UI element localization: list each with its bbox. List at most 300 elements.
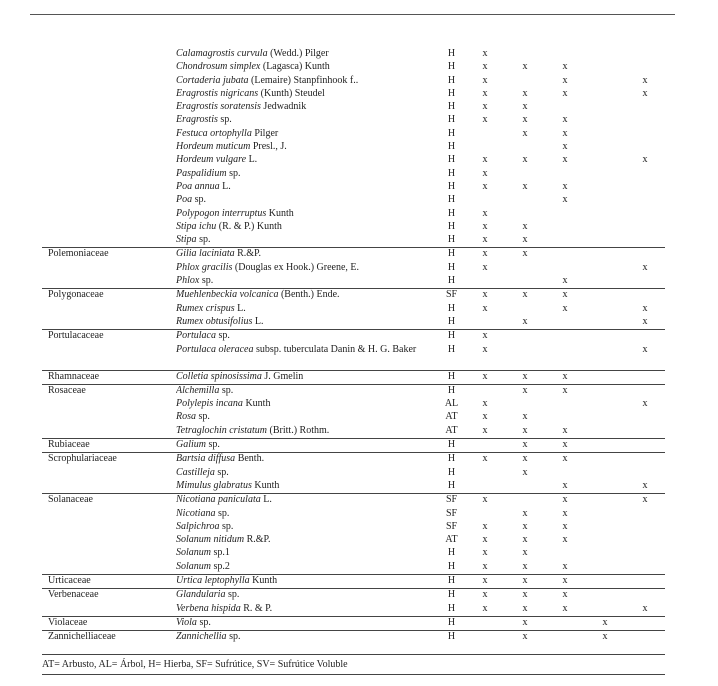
family-cell <box>42 316 176 330</box>
family-cell <box>42 508 176 521</box>
species-author: Benth. <box>235 453 265 465</box>
species-name: Muehlenbeckia volcanica <box>176 289 279 301</box>
species-name: Rosa <box>176 411 196 423</box>
habit-cell: H <box>447 602 456 614</box>
presence-mark: x <box>545 589 585 603</box>
presence-mark: x <box>465 453 505 467</box>
species-name: Tetraglochin cristatum <box>176 424 268 436</box>
presence-mark: x <box>482 87 488 99</box>
species-author: sp. <box>226 167 241 179</box>
presence-mark <box>585 289 625 303</box>
family-cell: Rubiaceae <box>42 439 176 453</box>
presence-mark <box>465 384 505 398</box>
presence-mark <box>625 589 665 603</box>
presence-mark: x <box>522 114 528 126</box>
presence-mark <box>465 141 505 154</box>
table-row <box>42 330 665 344</box>
species-table <box>42 48 665 644</box>
presence-mark: x <box>642 398 648 410</box>
species-cell <box>176 603 438 617</box>
presence-mark: x <box>522 520 528 532</box>
species-cell <box>176 208 438 221</box>
presence-mark: x <box>545 439 585 453</box>
species-author: R.&P. <box>234 248 262 260</box>
presence-mark: x <box>482 560 488 572</box>
presence-mark: x <box>505 453 545 467</box>
family-cell <box>42 275 176 289</box>
species-author: (Lagasca) Kunth <box>260 61 330 73</box>
presence-mark: x <box>562 479 568 491</box>
species-cell <box>176 508 438 521</box>
species-author: L. <box>252 315 264 327</box>
presence-mark: x <box>505 631 545 645</box>
habit-cell: H <box>447 74 456 86</box>
family-cell <box>42 521 176 534</box>
presence-mark <box>625 425 665 439</box>
species-name: Festuca ortophylla <box>176 127 252 139</box>
habit-cell: H <box>447 466 456 478</box>
presence-mark: x <box>482 48 488 59</box>
species-author: sp. <box>199 275 214 287</box>
presence-mark: x <box>465 289 505 303</box>
presence-mark: x <box>505 574 545 588</box>
presence-mark <box>585 88 625 101</box>
presence-mark: x <box>465 494 505 508</box>
species-name: Gilia laciniata <box>176 248 235 260</box>
species-name: Hordeum vulgare <box>176 154 247 166</box>
presence-mark: x <box>465 574 505 588</box>
species-name: Polypogon interruptus <box>176 207 267 219</box>
species-cell <box>176 411 438 424</box>
species-cell <box>176 168 438 181</box>
habit-cell: AT <box>445 424 458 436</box>
presence-mark <box>625 128 665 141</box>
species-cell <box>176 370 438 384</box>
presence-mark <box>505 344 545 371</box>
presence-mark: x <box>562 560 568 572</box>
presence-mark <box>505 194 545 207</box>
presence-mark <box>465 275 505 289</box>
presence-mark <box>465 439 505 453</box>
species-author: Pilger <box>251 127 279 139</box>
presence-mark <box>585 275 625 289</box>
presence-mark <box>465 616 505 630</box>
habit-cell: H <box>438 589 465 603</box>
species-cell <box>176 467 438 480</box>
table-row <box>42 425 665 439</box>
family-cell <box>42 75 176 88</box>
species-name: Mimulus glabratus <box>176 479 252 491</box>
species-name: Castilleja <box>176 466 215 478</box>
presence-mark: x <box>562 534 568 546</box>
table-row <box>42 547 665 560</box>
presence-mark <box>465 316 505 330</box>
species-name: Hordeum muticum <box>176 141 251 153</box>
species-author: (Britt.) Rothm. <box>267 424 330 436</box>
presence-mark <box>585 494 625 508</box>
family-cell: Solanaceae <box>42 494 176 508</box>
habit-cell: H <box>447 167 456 179</box>
table-row <box>42 453 665 467</box>
presence-mark: x <box>642 343 648 355</box>
family-cell <box>42 101 176 114</box>
presence-mark <box>625 631 665 645</box>
presence-mark: x <box>522 61 528 73</box>
presence-mark <box>585 384 625 398</box>
family-cell: Urticaceae <box>42 574 176 588</box>
table-row <box>42 589 665 603</box>
presence-mark <box>585 234 625 248</box>
presence-mark <box>625 521 665 534</box>
species-cell <box>176 589 438 603</box>
table-row <box>42 168 665 181</box>
presence-mark <box>585 521 625 534</box>
species-author: R. & P. <box>240 602 273 614</box>
species-cell <box>176 262 438 275</box>
species-name: Eragrostis nigricans <box>176 87 259 99</box>
presence-mark: x <box>522 315 528 327</box>
presence-mark <box>465 631 505 645</box>
presence-mark <box>585 181 625 194</box>
presence-mark <box>585 208 625 221</box>
habit-cell: H <box>438 574 465 588</box>
species-name: Portulaca oleracea <box>176 343 254 355</box>
table-row <box>42 61 665 74</box>
species-name: Stipa <box>176 234 197 246</box>
presence-mark <box>545 221 585 234</box>
presence-mark <box>545 398 585 411</box>
presence-mark: x <box>482 167 488 179</box>
family-cell <box>42 467 176 480</box>
habit-cell: SF <box>438 289 465 303</box>
presence-mark <box>625 411 665 424</box>
presence-mark: x <box>642 302 648 314</box>
species-cell <box>176 114 438 127</box>
species-author: Kunth <box>266 207 294 219</box>
presence-mark <box>585 603 625 617</box>
habit-cell: AT <box>445 534 458 546</box>
species-cell <box>176 439 438 453</box>
presence-mark <box>625 561 665 575</box>
species-name: Eragrostis soratensis <box>176 101 261 113</box>
presence-mark <box>505 262 545 275</box>
presence-mark <box>505 275 545 289</box>
presence-mark: x <box>482 547 488 559</box>
presence-mark <box>585 48 625 61</box>
table-row <box>42 194 665 207</box>
species-cell <box>176 234 438 248</box>
species-author: sp. <box>217 114 232 126</box>
presence-mark <box>465 480 505 494</box>
presence-mark <box>545 234 585 248</box>
table-row <box>42 574 665 588</box>
presence-mark <box>465 128 505 141</box>
presence-mark <box>545 467 585 480</box>
presence-mark: x <box>522 127 528 139</box>
presence-mark <box>465 467 505 480</box>
species-name: Cortaderia jubata <box>176 74 249 86</box>
family-cell: Violaceae <box>42 616 176 630</box>
species-name: Rumex obtusifolius <box>176 315 253 327</box>
family-cell <box>42 303 176 316</box>
species-author: J. Gmelin <box>261 370 304 382</box>
species-author: sp. <box>206 439 220 451</box>
presence-mark <box>585 154 625 167</box>
presence-mark <box>585 61 625 74</box>
presence-mark: x <box>482 343 488 355</box>
table-row <box>42 128 665 141</box>
presence-mark <box>585 344 625 371</box>
presence-mark: x <box>642 602 648 614</box>
presence-mark <box>585 330 625 344</box>
habit-cell: AL <box>444 398 459 410</box>
presence-mark: x <box>545 289 585 303</box>
presence-mark <box>625 275 665 289</box>
table-row <box>42 141 665 154</box>
habit-cell: H <box>438 248 465 262</box>
presence-mark <box>625 370 665 384</box>
presence-mark: x <box>482 61 488 73</box>
species-cell <box>176 275 438 289</box>
species-name: Nicotiana <box>176 507 216 519</box>
presence-mark: x <box>465 330 505 344</box>
presence-mark <box>625 48 665 61</box>
presence-mark: x <box>545 370 585 384</box>
table-row <box>42 494 665 508</box>
presence-mark: x <box>482 101 488 113</box>
species-name: Galium <box>176 439 206 451</box>
family-cell <box>42 547 176 560</box>
presence-mark <box>585 101 625 114</box>
family-cell: Polemoniaceae <box>42 248 176 262</box>
presence-mark <box>505 75 545 88</box>
presence-mark <box>625 248 665 262</box>
presence-mark: x <box>562 61 568 73</box>
habit-cell: SF <box>438 494 465 508</box>
species-author: sp. <box>192 194 207 206</box>
species-author: sp. <box>219 520 234 532</box>
presence-mark: x <box>482 207 488 219</box>
family-cell <box>42 168 176 181</box>
species-author: sp. <box>225 589 240 601</box>
presence-mark <box>625 181 665 194</box>
presence-mark: x <box>562 74 568 86</box>
species-name: Phlox <box>176 275 200 287</box>
presence-mark <box>465 194 505 207</box>
presence-mark: x <box>505 439 545 453</box>
species-cell <box>176 221 438 234</box>
species-cell <box>176 330 438 344</box>
habit-cell: H <box>447 234 456 246</box>
species-cell <box>176 101 438 114</box>
presence-mark: x <box>642 74 648 86</box>
presence-mark <box>545 248 585 262</box>
table-row <box>42 275 665 289</box>
presence-mark: x <box>522 411 528 423</box>
habit-cell: H <box>447 207 456 219</box>
presence-mark: x <box>562 141 568 153</box>
species-cell <box>176 480 438 494</box>
species-name: Phlox gracilis <box>176 261 233 273</box>
family-cell <box>42 194 176 207</box>
species-author: (Kunth) Steudel <box>258 87 325 99</box>
species-author: L. <box>260 494 272 506</box>
presence-mark: x <box>642 154 648 166</box>
presence-mark: x <box>482 234 488 246</box>
species-name: Alchemilla <box>176 384 220 396</box>
habit-cell: H <box>447 114 456 126</box>
presence-mark: x <box>482 180 488 192</box>
presence-mark <box>625 330 665 344</box>
presence-mark <box>585 141 625 154</box>
presence-mark <box>505 303 545 316</box>
presence-mark <box>585 370 625 384</box>
presence-mark: x <box>465 370 505 384</box>
table-row <box>42 114 665 127</box>
species-cell <box>176 48 438 61</box>
species-author: L. <box>219 180 231 192</box>
table-row <box>42 181 665 194</box>
species-name: Viola <box>176 616 197 628</box>
presence-mark: x <box>642 315 648 327</box>
presence-mark: x <box>482 220 488 232</box>
presence-mark <box>585 480 625 494</box>
presence-mark: x <box>545 494 585 508</box>
presence-mark <box>545 316 585 330</box>
presence-mark <box>625 221 665 234</box>
species-name: Poa annua <box>176 180 220 192</box>
habit-cell: H <box>447 560 456 572</box>
presence-mark <box>625 168 665 181</box>
table-row <box>42 480 665 494</box>
presence-mark <box>625 234 665 248</box>
presence-mark <box>585 75 625 88</box>
presence-mark <box>625 467 665 480</box>
habit-cell: H <box>447 180 456 192</box>
table-row <box>42 411 665 424</box>
species-author: Kunth <box>251 479 280 491</box>
habit-cell: H <box>447 87 456 99</box>
habit-cell: H <box>438 330 465 344</box>
table-row <box>42 384 665 398</box>
presence-mark: x <box>482 114 488 126</box>
family-cell: Rhamnaceae <box>42 370 176 384</box>
species-cell <box>176 303 438 316</box>
table-row <box>42 303 665 316</box>
presence-mark: x <box>545 453 585 467</box>
family-cell <box>42 262 176 275</box>
family-cell <box>42 411 176 424</box>
habit-cell: H <box>447 275 456 287</box>
table-row <box>42 370 665 384</box>
presence-mark <box>585 248 625 262</box>
table-row <box>42 234 665 248</box>
habit-cell: SF <box>445 507 458 519</box>
presence-mark <box>585 398 625 411</box>
family-cell: Portulacaceae <box>42 330 176 344</box>
presence-mark <box>545 168 585 181</box>
presence-mark <box>585 547 625 560</box>
presence-mark: x <box>522 180 528 192</box>
species-name: Solanum <box>176 560 211 572</box>
presence-mark <box>625 141 665 154</box>
presence-mark <box>585 439 625 453</box>
presence-mark: x <box>562 114 568 126</box>
presence-mark: x <box>522 534 528 546</box>
family-cell <box>42 234 176 248</box>
table-row <box>42 521 665 534</box>
species-cell <box>176 141 438 154</box>
species-name: Stipa ichu <box>176 220 217 232</box>
presence-mark: x <box>522 547 528 559</box>
species-cell <box>176 248 438 262</box>
species-author: Presl., J. <box>250 141 287 153</box>
presence-mark <box>545 547 585 560</box>
species-name: Eragrostis <box>176 114 218 126</box>
table-row <box>42 631 665 645</box>
presence-mark: x <box>642 479 648 491</box>
species-author: Kunth <box>242 398 271 410</box>
presence-mark: x <box>482 602 488 614</box>
presence-mark: x <box>505 370 545 384</box>
table-row <box>42 248 665 262</box>
species-cell <box>176 289 438 303</box>
presence-mark <box>585 508 625 521</box>
species-name: Verbena hispida <box>176 602 241 614</box>
species-name: Salpichroa <box>176 520 220 532</box>
presence-mark: x <box>562 520 568 532</box>
presence-mark <box>625 101 665 114</box>
presence-mark <box>625 616 665 630</box>
habit-cell: H <box>447 48 456 59</box>
presence-mark: x <box>522 602 528 614</box>
presence-mark: x <box>585 616 625 630</box>
presence-mark: x <box>482 398 488 410</box>
family-cell <box>42 603 176 617</box>
presence-mark: x <box>625 494 665 508</box>
presence-mark <box>585 467 625 480</box>
presence-mark: x <box>562 127 568 139</box>
presence-mark <box>585 194 625 207</box>
habit-cell: H <box>438 631 465 645</box>
species-cell <box>176 344 438 371</box>
family-cell <box>42 534 176 547</box>
presence-mark <box>465 508 505 521</box>
family-cell <box>42 398 176 411</box>
presence-mark <box>545 631 585 645</box>
habit-legend: AT= Arbusto, AL= Árbol, H= Hierba, SF= Sufrútice, SV= Sufrútice Voluble <box>42 654 665 675</box>
family-cell <box>42 221 176 234</box>
habit-cell: H <box>447 261 456 273</box>
species-cell <box>176 154 438 167</box>
family-cell <box>42 208 176 221</box>
habit-cell: H <box>447 61 456 73</box>
table-row <box>42 208 665 221</box>
presence-mark: x <box>522 101 528 113</box>
presence-mark <box>545 411 585 424</box>
presence-mark: x <box>562 507 568 519</box>
presence-mark: x <box>465 248 505 262</box>
presence-mark: x <box>482 302 488 314</box>
presence-mark: x <box>642 261 648 273</box>
presence-mark <box>625 289 665 303</box>
presence-mark <box>625 508 665 521</box>
species-cell <box>176 194 438 207</box>
presence-mark: x <box>505 589 545 603</box>
family-cell: Rosaceae <box>42 384 176 398</box>
habit-cell: H <box>447 343 456 355</box>
family-cell <box>42 61 176 74</box>
